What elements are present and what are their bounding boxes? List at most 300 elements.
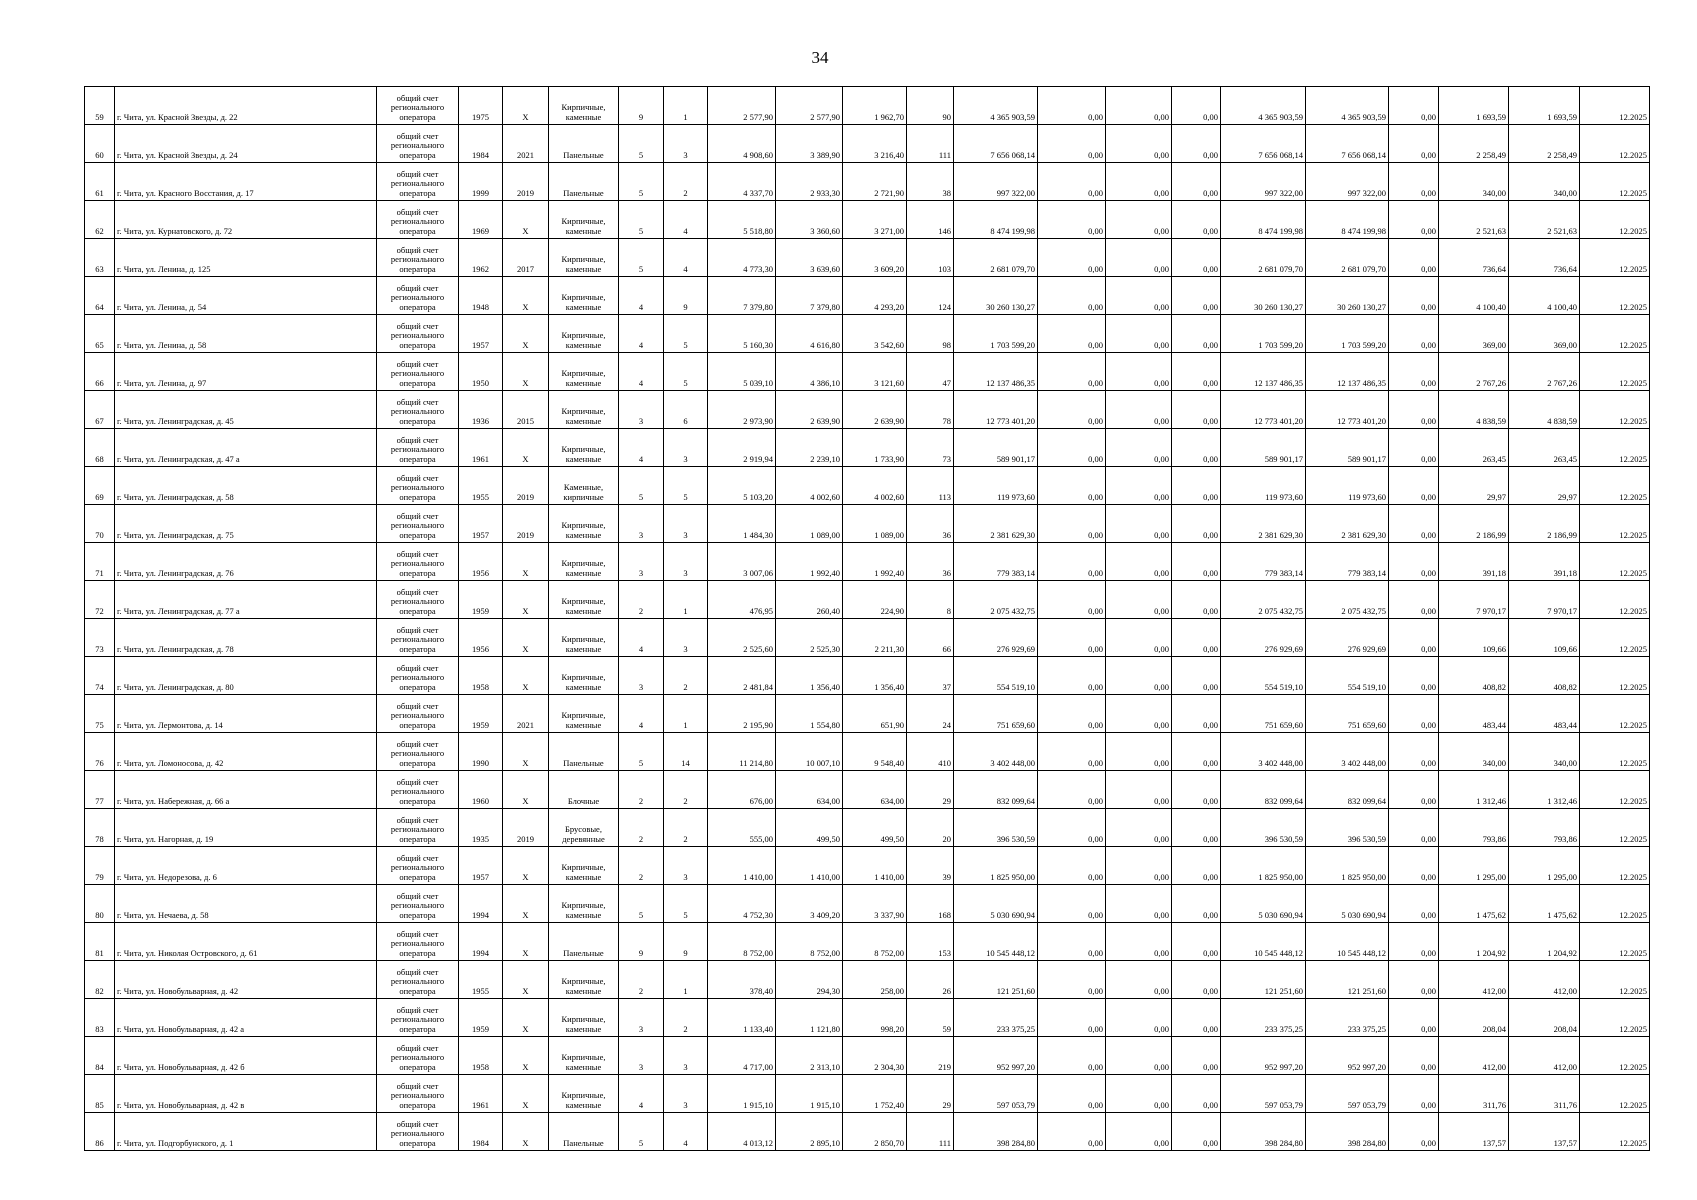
- cell-entrances: 3: [664, 619, 708, 657]
- cell-other-funds: 0,00: [1389, 201, 1439, 239]
- cell-owners-funds: 554 519,10: [1221, 657, 1306, 695]
- cell-year-repaired: Х: [503, 1113, 549, 1151]
- cell-owners-funds: 3 402 448,00: [1221, 733, 1306, 771]
- cell-owners-funds-2: 589 901,17: [1306, 429, 1389, 467]
- cell-floors: 2: [619, 581, 664, 619]
- cell-residential-area: 258,00: [843, 961, 907, 999]
- table-row: [85, 847, 1650, 885]
- cell-wall-material: Кирпичные, каменные: [549, 543, 619, 581]
- cell-cost-per-sqm: 736,64: [1439, 239, 1509, 277]
- cell-entrances: 4: [664, 239, 708, 277]
- cell-residents: 24: [907, 695, 954, 733]
- cell-row-number: 86: [85, 1113, 115, 1151]
- cell-wall-material: Кирпичные, каменные: [549, 87, 619, 125]
- cell-limit-cost-per-sqm: 137,57: [1509, 1113, 1580, 1151]
- cell-owners-funds-2: 119 973,60: [1306, 467, 1389, 505]
- cell-owners-funds-2: 121 251,60: [1306, 961, 1389, 999]
- cell-account-type: общий счет регионального оператора: [377, 125, 459, 163]
- table-row: [85, 201, 1650, 239]
- cell-year-built: 1957: [459, 315, 503, 353]
- cell-residential-area: 651,90: [843, 695, 907, 733]
- cell-floors: 4: [619, 1075, 664, 1113]
- cell-living-area: 10 007,10: [776, 733, 843, 771]
- cell-residents: 36: [907, 543, 954, 581]
- cell-residents: 38: [907, 163, 954, 201]
- cell-cost-per-sqm: 7 970,17: [1439, 581, 1509, 619]
- cell-residential-area: 3 216,40: [843, 125, 907, 163]
- cell-account-type: общий счет регионального оператора: [377, 163, 459, 201]
- cell-regional-funds: 0,00: [1106, 87, 1172, 125]
- cell-other-funds: 0,00: [1389, 277, 1439, 315]
- cell-federal-funds: 0,00: [1038, 581, 1106, 619]
- cell-total-cost: 589 901,17: [954, 429, 1038, 467]
- cell-living-area: 634,00: [776, 771, 843, 809]
- cell-account-type: общий счет регионального оператора: [377, 1075, 459, 1113]
- cell-owners-funds: 12 773 401,20: [1221, 391, 1306, 429]
- cell-year-repaired: Х: [503, 999, 549, 1037]
- cell-row-number: 66: [85, 353, 115, 391]
- cell-year-built: 1984: [459, 1113, 503, 1151]
- cell-federal-funds: 0,00: [1038, 695, 1106, 733]
- cell-residential-area: 1 992,40: [843, 543, 907, 581]
- cell-entrances: 1: [664, 87, 708, 125]
- cell-cost-per-sqm: 29,97: [1439, 467, 1509, 505]
- cell-residents: 153: [907, 923, 954, 961]
- cell-living-area: 2 525,30: [776, 619, 843, 657]
- cell-regional-funds: 0,00: [1106, 239, 1172, 277]
- cell-owners-funds: 2 681 079,70: [1221, 239, 1306, 277]
- cell-federal-funds: 0,00: [1038, 999, 1106, 1037]
- cell-year-built: 1958: [459, 657, 503, 695]
- cell-other-funds: 0,00: [1389, 885, 1439, 923]
- cell-local-funds: 0,00: [1172, 391, 1221, 429]
- cell-federal-funds: 0,00: [1038, 1113, 1106, 1151]
- cell-entrances: 3: [664, 1075, 708, 1113]
- cell-other-funds: 0,00: [1389, 239, 1439, 277]
- cell-plan-date: 12.2025: [1580, 163, 1650, 201]
- cell-address: г. Чита, ул. Ленинградская, д. 80: [115, 657, 377, 695]
- table-row: [85, 733, 1650, 771]
- cell-total-area: 476,95: [708, 581, 776, 619]
- cell-row-number: 68: [85, 429, 115, 467]
- cell-limit-cost-per-sqm: 263,45: [1509, 429, 1580, 467]
- cell-residents: 36: [907, 505, 954, 543]
- cell-residents: 29: [907, 771, 954, 809]
- cell-local-funds: 0,00: [1172, 467, 1221, 505]
- table-row: [85, 543, 1650, 581]
- cell-other-funds: 0,00: [1389, 429, 1439, 467]
- cell-address: г. Чита, ул. Ленина, д. 125: [115, 239, 377, 277]
- cell-owners-funds-2: 2 681 079,70: [1306, 239, 1389, 277]
- cell-account-type: общий счет регионального оператора: [377, 277, 459, 315]
- cell-floors: 2: [619, 847, 664, 885]
- cell-address: г. Чита, ул. Ленинградская, д. 75: [115, 505, 377, 543]
- cell-entrances: 1: [664, 961, 708, 999]
- cell-living-area: 1 410,00: [776, 847, 843, 885]
- cell-total-area: 2 973,90: [708, 391, 776, 429]
- cell-residents: 8: [907, 581, 954, 619]
- cell-address: г. Чита, ул. Новобульварная, д. 42 а: [115, 999, 377, 1037]
- cell-plan-date: 12.2025: [1580, 125, 1650, 163]
- cell-cost-per-sqm: 2 186,99: [1439, 505, 1509, 543]
- cell-local-funds: 0,00: [1172, 619, 1221, 657]
- cell-other-funds: 0,00: [1389, 353, 1439, 391]
- cell-account-type: общий счет регионального оператора: [377, 847, 459, 885]
- cell-other-funds: 0,00: [1389, 467, 1439, 505]
- cell-federal-funds: 0,00: [1038, 315, 1106, 353]
- cell-floors: 5: [619, 885, 664, 923]
- cell-year-built: 1961: [459, 1075, 503, 1113]
- cell-floors: 4: [619, 429, 664, 467]
- cell-year-built: 1961: [459, 429, 503, 467]
- cell-year-built: 1955: [459, 961, 503, 999]
- cell-year-repaired: 2019: [503, 505, 549, 543]
- cell-residential-area: 1 962,70: [843, 87, 907, 125]
- cell-federal-funds: 0,00: [1038, 1037, 1106, 1075]
- cell-entrances: 5: [664, 885, 708, 923]
- cell-wall-material: Кирпичные, каменные: [549, 619, 619, 657]
- cell-limit-cost-per-sqm: 208,04: [1509, 999, 1580, 1037]
- cell-owners-funds: 276 929,69: [1221, 619, 1306, 657]
- cell-owners-funds-2: 779 383,14: [1306, 543, 1389, 581]
- cell-other-funds: 0,00: [1389, 391, 1439, 429]
- cell-residents: 90: [907, 87, 954, 125]
- table-row: [85, 1113, 1650, 1151]
- cell-federal-funds: 0,00: [1038, 239, 1106, 277]
- cell-regional-funds: 0,00: [1106, 619, 1172, 657]
- cell-total-area: 378,40: [708, 961, 776, 999]
- cell-address: г. Чита, ул. Ленинградская, д. 58: [115, 467, 377, 505]
- cell-residential-area: 2 721,90: [843, 163, 907, 201]
- cell-floors: 2: [619, 809, 664, 847]
- cell-plan-date: 12.2025: [1580, 277, 1650, 315]
- cell-owners-funds: 119 973,60: [1221, 467, 1306, 505]
- cell-wall-material: Панельные: [549, 1113, 619, 1151]
- cell-floors: 5: [619, 1113, 664, 1151]
- cell-limit-cost-per-sqm: 340,00: [1509, 163, 1580, 201]
- cell-limit-cost-per-sqm: 391,18: [1509, 543, 1580, 581]
- cell-year-repaired: Х: [503, 315, 549, 353]
- cell-row-number: 76: [85, 733, 115, 771]
- cell-limit-cost-per-sqm: 29,97: [1509, 467, 1580, 505]
- cell-plan-date: 12.2025: [1580, 1075, 1650, 1113]
- cell-limit-cost-per-sqm: 4 100,40: [1509, 277, 1580, 315]
- cell-regional-funds: 0,00: [1106, 923, 1172, 961]
- cell-wall-material: Кирпичные, каменные: [549, 239, 619, 277]
- cell-total-area: 11 214,80: [708, 733, 776, 771]
- cell-local-funds: 0,00: [1172, 239, 1221, 277]
- cell-year-built: 1975: [459, 87, 503, 125]
- cell-living-area: 8 752,00: [776, 923, 843, 961]
- cell-account-type: общий счет регионального оператора: [377, 733, 459, 771]
- cell-owners-funds-2: 597 053,79: [1306, 1075, 1389, 1113]
- cell-other-funds: 0,00: [1389, 1037, 1439, 1075]
- cell-owners-funds-2: 832 099,64: [1306, 771, 1389, 809]
- cell-plan-date: 12.2025: [1580, 353, 1650, 391]
- cell-residents: 29: [907, 1075, 954, 1113]
- cell-local-funds: 0,00: [1172, 505, 1221, 543]
- cell-year-built: 1956: [459, 619, 503, 657]
- cell-year-repaired: 2021: [503, 695, 549, 733]
- cell-floors: 4: [619, 619, 664, 657]
- cell-living-area: 1 992,40: [776, 543, 843, 581]
- cell-total-area: 555,00: [708, 809, 776, 847]
- cell-limit-cost-per-sqm: 1 295,00: [1509, 847, 1580, 885]
- cell-living-area: 4 002,60: [776, 467, 843, 505]
- cell-residential-area: 3 337,90: [843, 885, 907, 923]
- cell-living-area: 4 386,10: [776, 353, 843, 391]
- cell-owners-funds: 12 137 486,35: [1221, 353, 1306, 391]
- cell-other-funds: 0,00: [1389, 543, 1439, 581]
- cell-residential-area: 1 410,00: [843, 847, 907, 885]
- cell-address: г. Чита, ул. Николая Островского, д. 61: [115, 923, 377, 961]
- cell-limit-cost-per-sqm: 412,00: [1509, 961, 1580, 999]
- cell-owners-funds-2: 8 474 199,98: [1306, 201, 1389, 239]
- cell-regional-funds: 0,00: [1106, 1037, 1172, 1075]
- cell-wall-material: Брусовые, деревянные: [549, 809, 619, 847]
- cell-entrances: 3: [664, 429, 708, 467]
- cell-regional-funds: 0,00: [1106, 125, 1172, 163]
- cell-total-area: 4 752,30: [708, 885, 776, 923]
- cell-floors: 3: [619, 657, 664, 695]
- cell-total-cost: 12 137 486,35: [954, 353, 1038, 391]
- table-row: [85, 923, 1650, 961]
- cell-owners-funds: 121 251,60: [1221, 961, 1306, 999]
- cell-wall-material: Кирпичные, каменные: [549, 315, 619, 353]
- cell-owners-funds: 952 997,20: [1221, 1037, 1306, 1075]
- cell-cost-per-sqm: 109,66: [1439, 619, 1509, 657]
- cell-living-area: 2 239,10: [776, 429, 843, 467]
- cell-total-cost: 276 929,69: [954, 619, 1038, 657]
- cell-entrances: 2: [664, 163, 708, 201]
- cell-address: г. Чита, ул. Красной Звезды, д. 22: [115, 87, 377, 125]
- cell-account-type: общий счет регионального оператора: [377, 353, 459, 391]
- cell-other-funds: 0,00: [1389, 923, 1439, 961]
- cell-total-area: 3 007,06: [708, 543, 776, 581]
- cell-regional-funds: 0,00: [1106, 961, 1172, 999]
- cell-wall-material: Кирпичные, каменные: [549, 999, 619, 1037]
- cell-row-number: 83: [85, 999, 115, 1037]
- cell-plan-date: 12.2025: [1580, 999, 1650, 1037]
- cell-cost-per-sqm: 1 295,00: [1439, 847, 1509, 885]
- cell-plan-date: 12.2025: [1580, 543, 1650, 581]
- cell-account-type: общий счет регионального оператора: [377, 923, 459, 961]
- cell-total-cost: 997 322,00: [954, 163, 1038, 201]
- cell-owners-funds-2: 2 381 629,30: [1306, 505, 1389, 543]
- cell-plan-date: 12.2025: [1580, 657, 1650, 695]
- cell-total-area: 2 577,90: [708, 87, 776, 125]
- cell-residential-area: 3 609,20: [843, 239, 907, 277]
- cell-total-area: 1 484,30: [708, 505, 776, 543]
- cell-total-cost: 597 053,79: [954, 1075, 1038, 1113]
- cell-cost-per-sqm: 311,76: [1439, 1075, 1509, 1113]
- table-row: [85, 619, 1650, 657]
- cell-regional-funds: 0,00: [1106, 277, 1172, 315]
- cell-local-funds: 0,00: [1172, 277, 1221, 315]
- cell-year-built: 1969: [459, 201, 503, 239]
- cell-owners-funds-2: 997 322,00: [1306, 163, 1389, 201]
- cell-limit-cost-per-sqm: 2 258,49: [1509, 125, 1580, 163]
- cell-total-area: 1 915,10: [708, 1075, 776, 1113]
- cell-total-area: 8 752,00: [708, 923, 776, 961]
- cell-other-funds: 0,00: [1389, 733, 1439, 771]
- cell-address: г. Чита, ул. Нечаева, д. 58: [115, 885, 377, 923]
- cell-total-cost: 5 030 690,94: [954, 885, 1038, 923]
- cell-regional-funds: 0,00: [1106, 695, 1172, 733]
- table-row: [85, 1075, 1650, 1113]
- cell-total-cost: 1 703 599,20: [954, 315, 1038, 353]
- cell-row-number: 81: [85, 923, 115, 961]
- cell-plan-date: 12.2025: [1580, 961, 1650, 999]
- cell-account-type: общий счет регионального оператора: [377, 315, 459, 353]
- cell-wall-material: Кирпичные, каменные: [549, 885, 619, 923]
- cell-other-funds: 0,00: [1389, 125, 1439, 163]
- cell-other-funds: 0,00: [1389, 961, 1439, 999]
- cell-entrances: 5: [664, 353, 708, 391]
- table-row: [85, 961, 1650, 999]
- cell-year-built: 1957: [459, 505, 503, 543]
- cell-regional-funds: 0,00: [1106, 733, 1172, 771]
- table-row: [85, 809, 1650, 847]
- cell-account-type: общий счет регионального оператора: [377, 391, 459, 429]
- cell-row-number: 67: [85, 391, 115, 429]
- cell-entrances: 3: [664, 505, 708, 543]
- cell-limit-cost-per-sqm: 2 186,99: [1509, 505, 1580, 543]
- cell-federal-funds: 0,00: [1038, 809, 1106, 847]
- cell-entrances: 2: [664, 657, 708, 695]
- cell-regional-funds: 0,00: [1106, 999, 1172, 1037]
- cell-plan-date: 12.2025: [1580, 885, 1650, 923]
- cell-wall-material: Кирпичные, каменные: [549, 961, 619, 999]
- cell-other-funds: 0,00: [1389, 657, 1439, 695]
- cell-floors: 5: [619, 467, 664, 505]
- cell-year-built: 1962: [459, 239, 503, 277]
- cell-total-area: 7 379,80: [708, 277, 776, 315]
- cell-total-cost: 10 545 448,12: [954, 923, 1038, 961]
- cell-wall-material: Панельные: [549, 125, 619, 163]
- cell-local-funds: 0,00: [1172, 657, 1221, 695]
- cell-account-type: общий счет регионального оператора: [377, 1037, 459, 1075]
- cell-owners-funds: 2 381 629,30: [1221, 505, 1306, 543]
- cell-total-cost: 779 383,14: [954, 543, 1038, 581]
- cell-residents: 37: [907, 657, 954, 695]
- cell-total-area: 2 481,84: [708, 657, 776, 695]
- cell-account-type: общий счет регионального оператора: [377, 999, 459, 1037]
- cell-residents: 124: [907, 277, 954, 315]
- cell-federal-funds: 0,00: [1038, 733, 1106, 771]
- cell-total-cost: 3 402 448,00: [954, 733, 1038, 771]
- cell-year-repaired: Х: [503, 847, 549, 885]
- cell-owners-funds: 597 053,79: [1221, 1075, 1306, 1113]
- cell-owners-funds-2: 751 659,60: [1306, 695, 1389, 733]
- cell-local-funds: 0,00: [1172, 771, 1221, 809]
- cell-residents: 111: [907, 125, 954, 163]
- cell-year-built: 1955: [459, 467, 503, 505]
- cell-local-funds: 0,00: [1172, 353, 1221, 391]
- cell-account-type: общий счет регионального оператора: [377, 201, 459, 239]
- cell-owners-funds: 7 656 068,14: [1221, 125, 1306, 163]
- cell-year-repaired: Х: [503, 885, 549, 923]
- cell-wall-material: Панельные: [549, 923, 619, 961]
- cell-cost-per-sqm: 4 100,40: [1439, 277, 1509, 315]
- cell-owners-funds: 396 530,59: [1221, 809, 1306, 847]
- cell-local-funds: 0,00: [1172, 961, 1221, 999]
- cell-owners-funds: 589 901,17: [1221, 429, 1306, 467]
- cell-wall-material: Кирпичные, каменные: [549, 201, 619, 239]
- cell-local-funds: 0,00: [1172, 315, 1221, 353]
- cell-wall-material: Кирпичные, каменные: [549, 657, 619, 695]
- cell-account-type: общий счет регионального оператора: [377, 885, 459, 923]
- cell-cost-per-sqm: 2 258,49: [1439, 125, 1509, 163]
- cell-owners-funds: 398 284,80: [1221, 1113, 1306, 1151]
- cell-plan-date: 12.2025: [1580, 1113, 1650, 1151]
- cell-entrances: 2: [664, 999, 708, 1037]
- cell-other-funds: 0,00: [1389, 315, 1439, 353]
- cell-residents: 39: [907, 847, 954, 885]
- cell-year-built: 1956: [459, 543, 503, 581]
- cell-year-repaired: Х: [503, 733, 549, 771]
- cell-federal-funds: 0,00: [1038, 657, 1106, 695]
- cell-year-repaired: Х: [503, 1075, 549, 1113]
- cell-year-repaired: Х: [503, 923, 549, 961]
- cell-entrances: 3: [664, 1037, 708, 1075]
- cell-living-area: 2 577,90: [776, 87, 843, 125]
- cell-limit-cost-per-sqm: 793,86: [1509, 809, 1580, 847]
- cell-plan-date: 12.2025: [1580, 733, 1650, 771]
- cell-owners-funds-2: 4 365 903,59: [1306, 87, 1389, 125]
- cell-local-funds: 0,00: [1172, 581, 1221, 619]
- cell-account-type: общий счет регионального оператора: [377, 809, 459, 847]
- cell-owners-funds: 751 659,60: [1221, 695, 1306, 733]
- cell-local-funds: 0,00: [1172, 1037, 1221, 1075]
- cell-residential-area: 1 356,40: [843, 657, 907, 695]
- cell-residents: 410: [907, 733, 954, 771]
- cell-limit-cost-per-sqm: 340,00: [1509, 733, 1580, 771]
- cell-cost-per-sqm: 263,45: [1439, 429, 1509, 467]
- cell-wall-material: Панельные: [549, 163, 619, 201]
- cell-local-funds: 0,00: [1172, 125, 1221, 163]
- cell-address: г. Чита, ул. Ленинградская, д. 77 а: [115, 581, 377, 619]
- cell-federal-funds: 0,00: [1038, 201, 1106, 239]
- cell-row-number: 69: [85, 467, 115, 505]
- cell-year-built: 1957: [459, 847, 503, 885]
- cell-floors: 2: [619, 961, 664, 999]
- cell-address: г. Чита, ул. Новобульварная, д. 42 б: [115, 1037, 377, 1075]
- cell-regional-funds: 0,00: [1106, 657, 1172, 695]
- cell-residents: 78: [907, 391, 954, 429]
- cell-residential-area: 3 542,60: [843, 315, 907, 353]
- cell-total-area: 2 525,60: [708, 619, 776, 657]
- cell-floors: 5: [619, 163, 664, 201]
- cell-local-funds: 0,00: [1172, 695, 1221, 733]
- table-row: [85, 429, 1650, 467]
- cell-residential-area: 4 002,60: [843, 467, 907, 505]
- cell-row-number: 79: [85, 847, 115, 885]
- cell-year-repaired: Х: [503, 619, 549, 657]
- table-row: [85, 695, 1650, 733]
- cell-living-area: 260,40: [776, 581, 843, 619]
- cell-row-number: 62: [85, 201, 115, 239]
- cell-owners-funds-2: 952 997,20: [1306, 1037, 1389, 1075]
- cell-residents: 219: [907, 1037, 954, 1075]
- cell-address: г. Чита, ул. Новобульварная, д. 42: [115, 961, 377, 999]
- cell-owners-funds: 997 322,00: [1221, 163, 1306, 201]
- cell-limit-cost-per-sqm: 369,00: [1509, 315, 1580, 353]
- cell-floors: 3: [619, 1037, 664, 1075]
- cell-residents: 98: [907, 315, 954, 353]
- cell-residential-area: 1 752,40: [843, 1075, 907, 1113]
- cell-cost-per-sqm: 137,57: [1439, 1113, 1509, 1151]
